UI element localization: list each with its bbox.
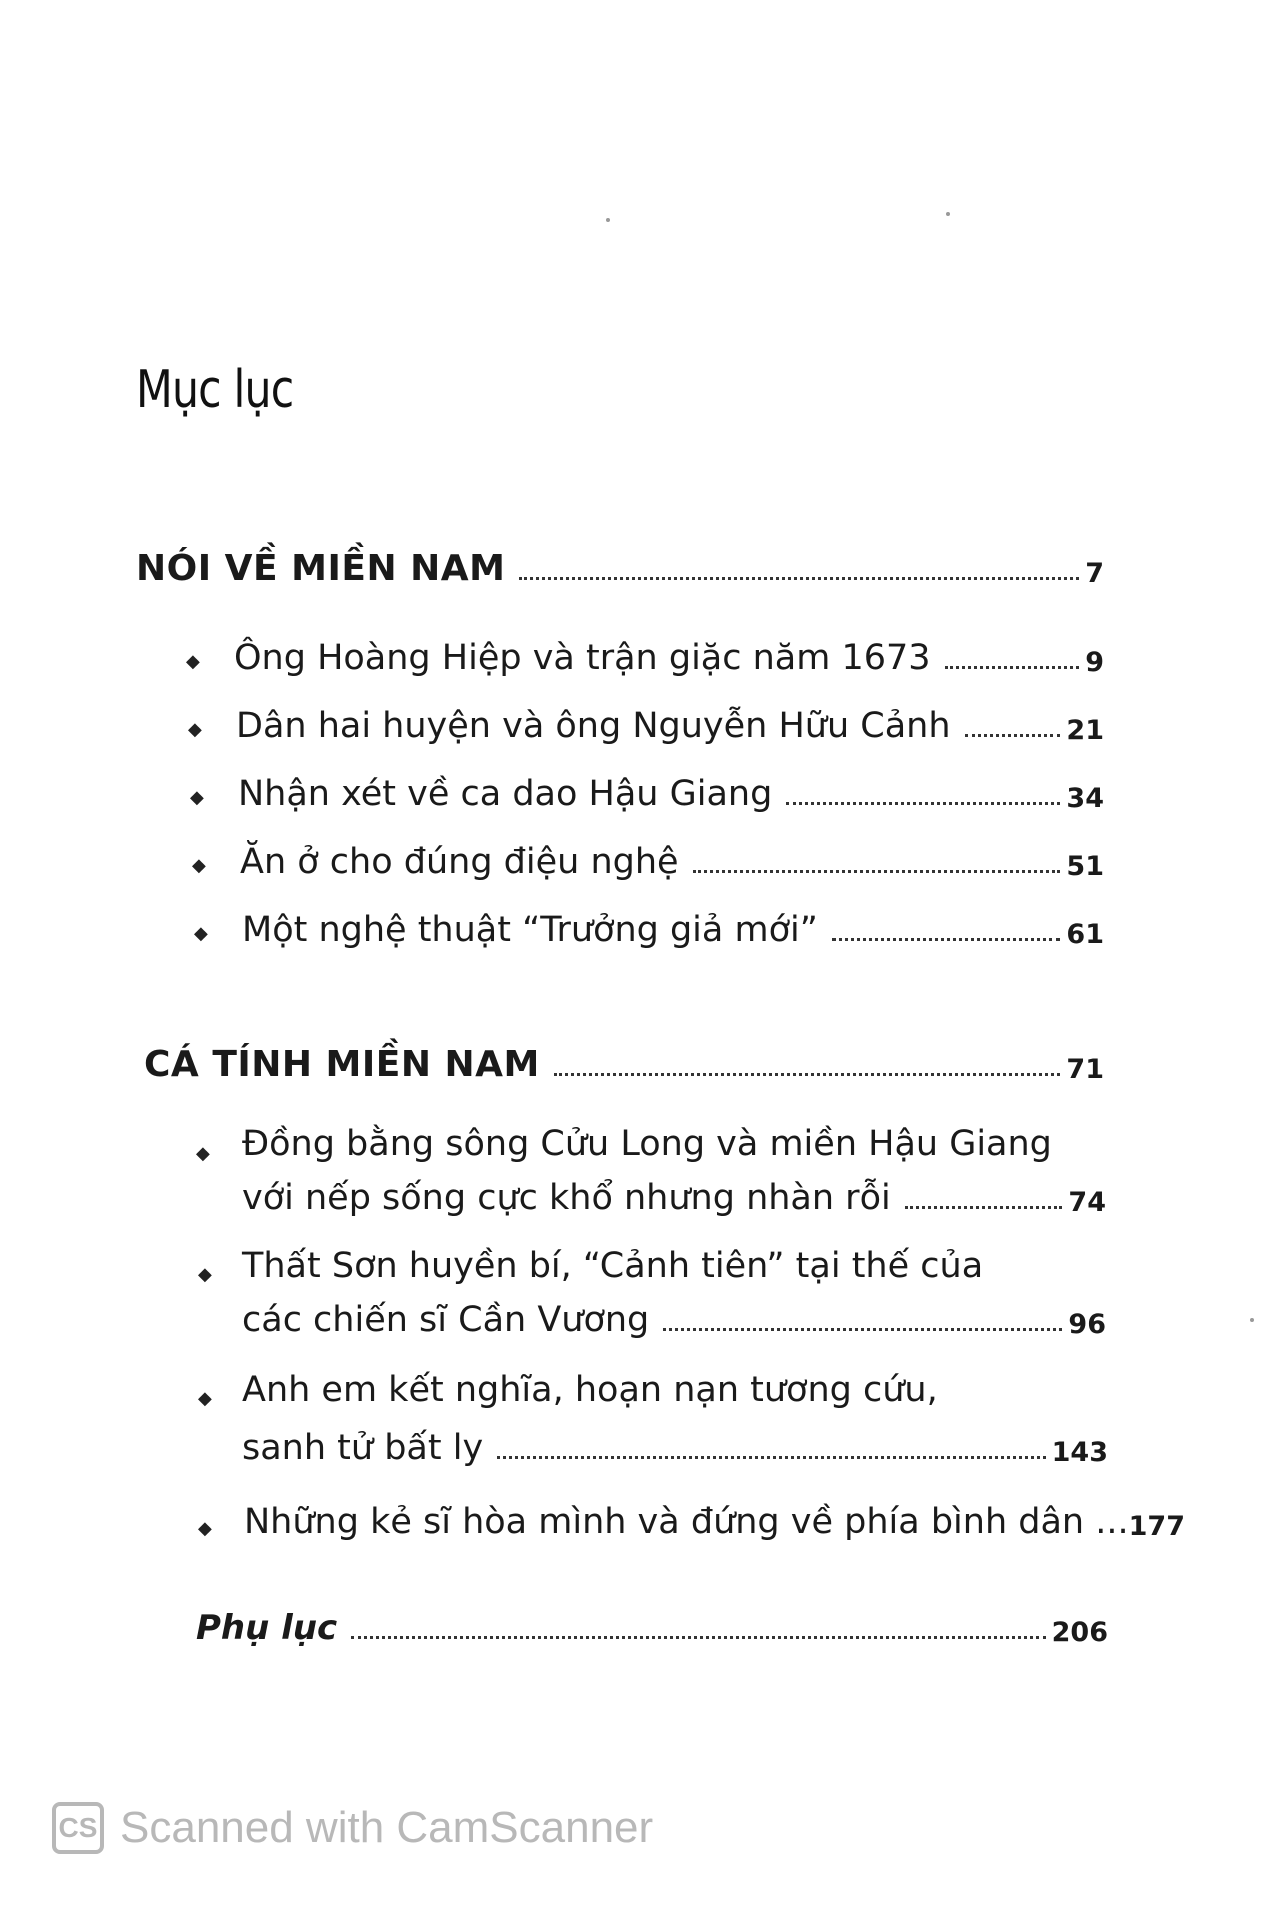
dot-leader	[554, 1073, 1061, 1076]
toc-item	[242, 1300, 1106, 1340]
toc-item-title: Dân hai huyện và ông Nguyễn Hữu Cảnh	[236, 706, 951, 746]
toc-item	[242, 1178, 1106, 1218]
section-heading-row	[136, 548, 1104, 589]
toc-item-title-line1: Anh em kết nghĩa, hoạn nạn tương cứu,	[242, 1370, 938, 1410]
watermark-text: Scanned with CamScanner	[120, 1803, 654, 1852]
dot-leader	[905, 1206, 1063, 1209]
bullet-icon: ◆	[192, 855, 206, 876]
dot-leader	[786, 802, 1060, 805]
toc-item-title: Ăn ở cho đúng điệu nghệ	[240, 842, 679, 882]
dot-leader	[693, 870, 1061, 873]
scan-speck	[606, 218, 610, 222]
scan-speck	[1250, 1318, 1254, 1322]
section-heading: CÁ TÍNH MIỀN NAM	[144, 1044, 540, 1085]
bullet-icon: ◆	[196, 1143, 210, 1164]
toc-item-title-line2: sanh tử bất ly	[242, 1428, 484, 1468]
page-number: 9	[1085, 647, 1104, 678]
toc-item	[242, 1428, 1108, 1468]
bullet-icon: ◆	[194, 923, 208, 944]
page-number: 21	[1066, 715, 1104, 746]
toc-item-title: Nhận xét về ca dao Hậu Giang	[238, 774, 773, 814]
page-number: 7	[1085, 558, 1104, 589]
page-number: 206	[1051, 1617, 1108, 1648]
toc-item-title: Ông Hoàng Hiệp và trận giặc năm 1673	[234, 638, 931, 678]
dot-leader	[497, 1456, 1045, 1459]
appendix-row	[196, 1608, 1108, 1648]
toc-item	[242, 910, 1104, 950]
toc-item	[236, 706, 1104, 746]
dot-leader	[663, 1328, 1062, 1331]
section-heading-row	[144, 1044, 1104, 1085]
page-number: 61	[1066, 919, 1104, 950]
camscanner-watermark	[52, 1802, 653, 1854]
toc-item-title: Một nghệ thuật “Trưởng giả mới”	[242, 910, 818, 950]
bullet-icon: ◆	[186, 651, 200, 672]
toc-item-title-line2: với nếp sống cực khổ nhưng nhàn rỗi	[242, 1178, 891, 1218]
scan-speck	[946, 212, 950, 216]
bullet-icon: ◆	[198, 1518, 212, 1539]
toc-item	[238, 774, 1104, 814]
bullet-icon: ◆	[190, 787, 204, 808]
page-number: 34	[1066, 783, 1104, 814]
page-number: 71	[1066, 1054, 1104, 1085]
dot-leader	[519, 577, 1079, 580]
page-title: Mục lục	[136, 360, 294, 420]
page-number: 177	[1128, 1511, 1185, 1542]
page-number: 143	[1051, 1437, 1108, 1468]
toc-item-title: Những kẻ sĩ hòa mình và đứng về phía bình dân ...	[244, 1502, 1129, 1542]
page-number: 74	[1068, 1187, 1106, 1218]
appendix-title: Phụ lục	[196, 1608, 338, 1648]
dot-leader	[965, 734, 1061, 737]
toc-item	[244, 1502, 1185, 1542]
bullet-icon: ◆	[198, 1388, 212, 1409]
bullet-icon: ◆	[188, 719, 202, 740]
dot-leader	[351, 1636, 1045, 1639]
bullet-icon: ◆	[198, 1264, 212, 1285]
page-number: 96	[1068, 1309, 1106, 1340]
toc-item-title-line2: các chiến sĩ Cần Vương	[242, 1300, 650, 1340]
dot-leader	[832, 938, 1061, 941]
toc-item	[234, 638, 1104, 678]
toc-item	[240, 842, 1104, 882]
page-number: 51	[1066, 851, 1104, 882]
section-heading: NÓI VỀ MIỀN NAM	[136, 548, 506, 589]
camscanner-logo-icon: CS	[52, 1802, 104, 1854]
dot-leader	[945, 666, 1080, 669]
toc-item-title-line1: Thất Sơn huyền bí, “Cảnh tiên” tại thế của	[242, 1246, 984, 1286]
toc-item-title-line1: Đồng bằng sông Cửu Long và miền Hậu Giang	[242, 1124, 1052, 1164]
